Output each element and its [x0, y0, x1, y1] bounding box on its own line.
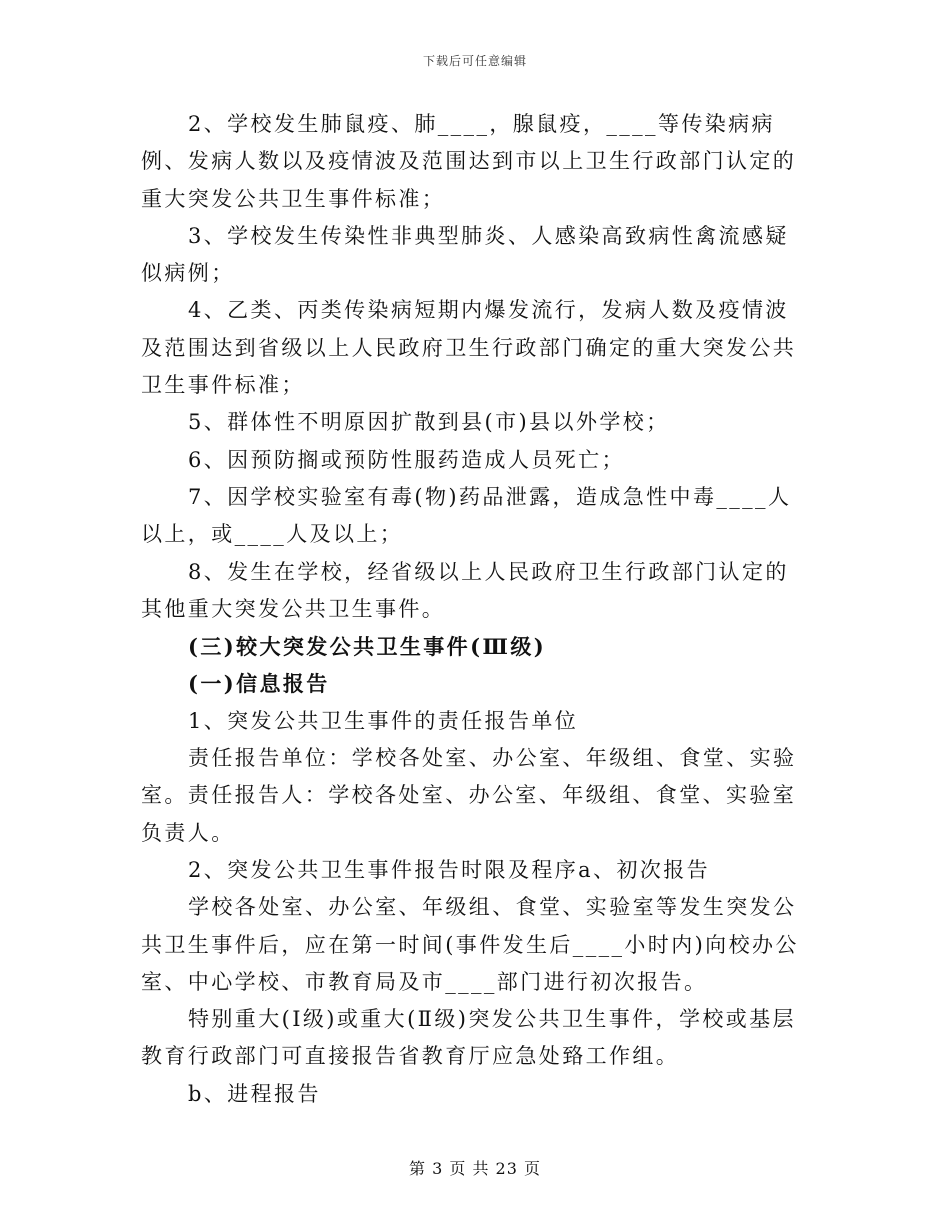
paragraph: 3、学校发生传染性非典型肺炎、人感染高致病性禽流感疑似病例；: [141, 223, 789, 286]
paragraph: 5、群体性不明原因扩散到县(市)县以外学校；: [188, 410, 670, 435]
paragraph: 8、发生在学校，经省级以上人民政府卫生行政部门认定的其他重大突发公共卫生事件。: [141, 559, 789, 621]
paragraph: 2、学校发生肺鼠疫、肺____，腺鼠疫，____等传染病病例、发病人数以及疫情波及范围达到市以上卫生行政部门认定的重大突发公共卫生事件标准；: [141, 112, 797, 211]
paragraph: 特别重大(Ⅰ级)或重大(Ⅱ级)突发公共卫生事件，学校或基层教育行政部门可直接报告省教育厅应急处臵工作组。: [141, 1007, 796, 1069]
document-body: [141, 106, 809, 1113]
paragraph: b、进程报告: [188, 1081, 321, 1106]
page-footer: 第 3 页 共 23 页: [409, 1159, 541, 1178]
paragraph: 学校各处室、办公室、年级组、食堂、实验室等发生突发公共卫生事件后，应在第一时间(事件发生后____小时内)向校办公室、中心学校、市教育局及市____部门进行初次报告。: [141, 895, 799, 994]
section-heading: (三)较大突发公共卫生事件(Ⅲ级): [188, 634, 547, 660]
paragraph: 1、突发公共卫生事件的责任报告单位: [188, 708, 579, 733]
paragraph: 责任报告单位：学校各处室、办公室、年级组、食堂、实验室。责任报告人：学校各处室、办公室、年级组、食堂、实验室负责人。: [141, 746, 797, 845]
paragraph: 7、因学校实验室有毒(物)药品泄露，造成急性中毒____人以上，或____人及以上；: [141, 484, 792, 547]
subsection-heading: (一)信息报告: [188, 671, 330, 697]
paragraph: 6、因预防搁或预防性服药造成人员死亡；: [188, 447, 625, 472]
paragraph: 2、突发公共卫生事件报告时限及程序a、初次报告: [188, 857, 711, 882]
page-header: 下载后可任意编辑: [422, 54, 527, 68]
paragraph: 4、乙类、丙类传染病短期内爆发流行，发病人数及疫情波及范围达到省级以上人民政府卫生行政部门确定的重大突发公共卫生事件标准；: [141, 298, 797, 398]
